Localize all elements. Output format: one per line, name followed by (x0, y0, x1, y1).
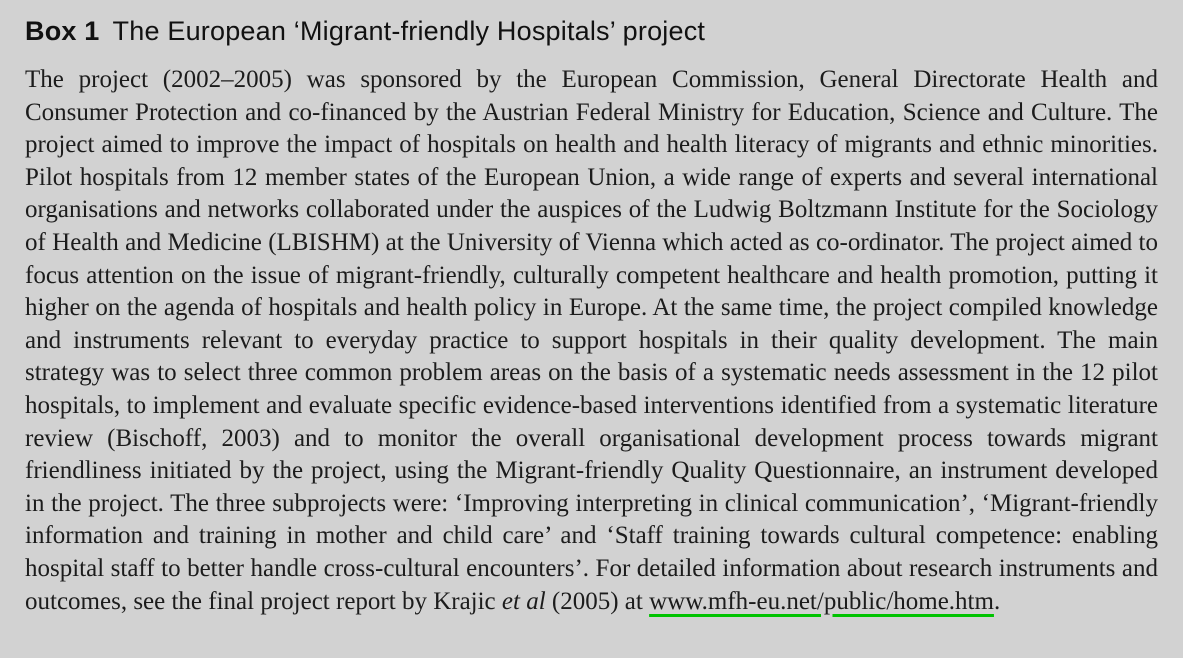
body-text-main: The project (2002–2005) was sponsored by the European Commission, General Directorate Health and Consumer Protection and co-financed by the Austrian Federal Ministry for Education, Science and Culture. The project aimed to improve the impact of hospitals on health and health literacy of migrants and ethnic minorities. Pilot hospitals from 12 member states of the European Union, a wide range of experts and several international organisations and networks collaborated under the auspices of the Ludwig Boltzmann Institute for the Sociology of Health and Medicine (LBISHM) at the University of Vienna which acted as co-ordinator. The project aimed to focus attention on the issue of migrant-friendly, culturally competent healthcare and health promotion, putting it higher on the agenda of hospitals and health policy in Europe. At the same time, the project compiled knowledge and instruments relevant to everyday practice to support hospitals in their quality development. The main strategy was to select three common problem areas on the basis of a systematic needs assessment in the 12 pilot hospitals, to implement and evaluate specific evidence-based interventions identified from a systematic literature review (Bischoff, 2003) and to monitor the overall organisational development process towards migrant friendliness initiated by the project, using the Migrant-friendly Quality Questionnaire, an instrument developed in the project. The three subprojects were: ‘Improving interpreting in clinical communication’, ‘Migrant-friendly information and training in mother and child care’ and ‘Staff training towards cultural competence: enabling hospital staff to better handle cross-cultural encounters’. For detailed information about research instruments and outcomes, see the final project report by Krajic (25, 66, 1158, 615)
et-al-italic: et al (501, 587, 546, 615)
body-text-after-etal: (2005) at (545, 587, 650, 615)
closing-period: . (993, 587, 1001, 615)
box-label: Box 1 (25, 16, 100, 46)
project-report-link[interactable]: www.mfh-eu.net/public/home.htm (649, 587, 994, 615)
box-body-paragraph (25, 64, 1158, 618)
box-heading: The European ‘Migrant-friendly Hospitals’ project (112, 16, 706, 46)
box-title (25, 14, 1158, 48)
